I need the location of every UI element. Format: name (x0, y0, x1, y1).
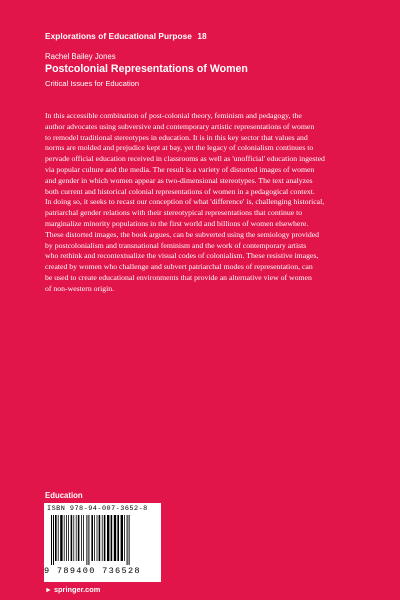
blurb-line: be used to create educational environments that provide an alternative view of women (45, 272, 312, 282)
barcode-bar (129, 515, 130, 565)
isbn-label: ISBN 978-94-007-3652-8 (47, 505, 148, 513)
blurb-line: to remodel traditional stereotypes in education. It is in this key sector that values and (45, 132, 308, 142)
blurb-line: of non-western origin. (45, 283, 115, 293)
barcode-bar (94, 515, 95, 561)
barcode-bar (111, 515, 113, 561)
blurb-line: patriarchal gender relations with their stereotypical representations that continue to (45, 208, 303, 218)
blurb-line: These distorted images, the book argues, can be subverted using the semiology provided (45, 229, 320, 239)
barcode (44, 503, 161, 582)
barcode-bar (102, 515, 103, 561)
barcode-bar (127, 515, 128, 565)
book-title: Postcolonial Representations of Women (45, 63, 248, 75)
barcode-bars (49, 515, 157, 565)
blurb-line: via popular culture and the media. The result is a variety of distorted images of women (45, 164, 315, 174)
barcode-bar (53, 515, 54, 565)
barcode-bar (107, 515, 109, 561)
blurb-line: and gender in which women appear as two-dimensional stereotypes. The text analyzes (45, 175, 313, 185)
author-name: Rachel Bailey Jones (45, 52, 116, 61)
barcode-bar (64, 515, 65, 561)
barcode-bar (117, 515, 119, 561)
blurb-line: marginalize minority populations in the first world and billions of women elsewhere. (45, 218, 309, 228)
barcode-bar (73, 515, 74, 561)
blurb-line: In this accessible combination of post-colonial theory, feminism and pedagogy, the (45, 111, 302, 120)
barcode-bar (51, 515, 52, 565)
blurb-line: pervade official education received in classrooms as well as 'unofficial' education ingested (45, 154, 325, 164)
barcode-bar (60, 515, 62, 561)
subject-category: Education (45, 491, 83, 500)
barcode-bar (71, 515, 73, 561)
book-subtitle: Critical Issues for Education (45, 79, 140, 88)
series-volume: 18 (197, 31, 207, 41)
blurb-line: norms are molded and prejudice kept at bay, yet the legacy of colonialism continues to (45, 143, 314, 153)
blurb-line: author advocates using subversive and contemporary artistic representations of women (45, 121, 315, 131)
barcode-bar (86, 515, 87, 565)
blurb-line: who rethink and recontextualize the visual codes of colonialism. These resistive images, (45, 251, 319, 261)
series-name: Explorations of Educational Purpose (45, 31, 192, 41)
barcode-bar (58, 515, 59, 561)
barcode-bar (121, 515, 123, 561)
barcode-bar (124, 515, 125, 561)
blurb-line: both current and historical colonial representations of women in a pedagogical context. (45, 186, 315, 196)
blurb-text (45, 111, 363, 295)
barcode-digits: 9 789400 736528 (44, 566, 141, 576)
arrow-right-icon: ► (45, 587, 52, 594)
barcode-bar (81, 515, 82, 561)
barcode-bar (91, 515, 93, 561)
barcode-bar (88, 515, 89, 565)
series-title (45, 31, 365, 41)
barcode-bar (97, 515, 98, 561)
publisher-website (45, 585, 100, 594)
barcode-bar (114, 515, 116, 561)
blurb-line: by postcolonialism and transnational feminism and the work of contemporary artists (45, 240, 307, 250)
barcode-bar (76, 515, 77, 561)
blurb-line: In doing so, it seeks to recast our conception of what 'difference' is, challenging historical, (45, 197, 325, 207)
barcode-bar (104, 515, 106, 561)
barcode-bar (55, 515, 57, 561)
blurb-line: created by women who challenge and subvert patriarchal modes of representation, can (45, 262, 313, 272)
barcode-bar (68, 515, 69, 561)
barcode-bar (83, 515, 84, 561)
barcode-bar (66, 515, 67, 561)
barcode-bar (78, 515, 80, 561)
barcode-bar (99, 515, 101, 561)
website-label: springer.com (53, 585, 101, 594)
